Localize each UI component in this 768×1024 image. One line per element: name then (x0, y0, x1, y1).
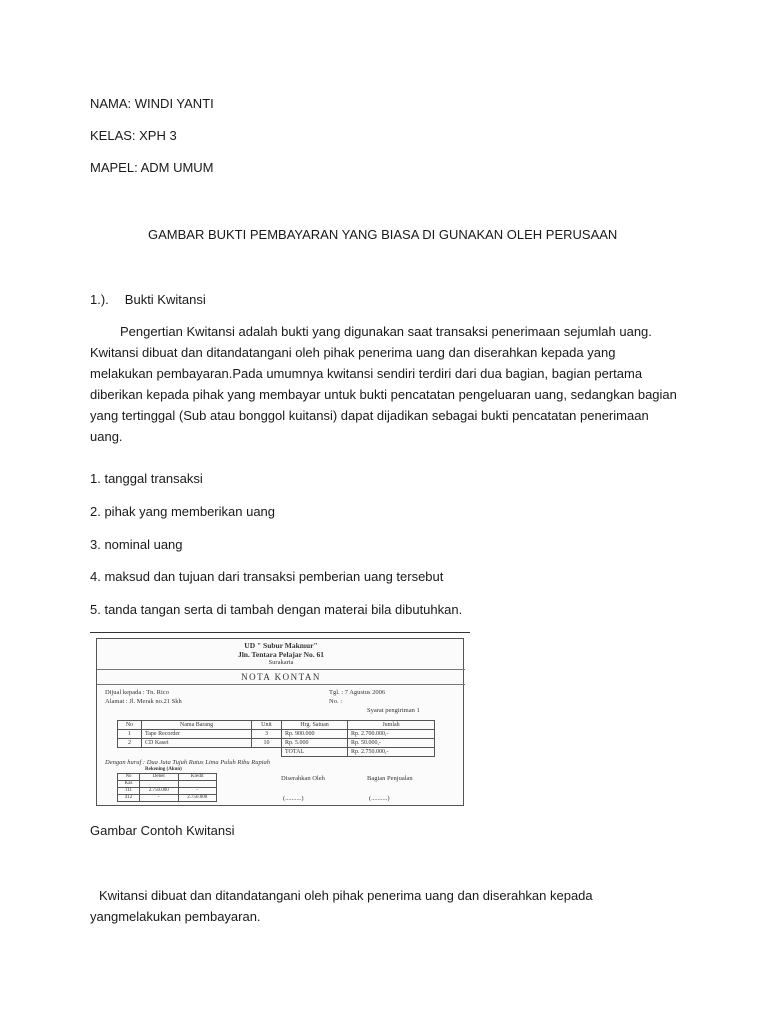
signature-right: (..........) (369, 795, 390, 802)
paragraph-definition: Pengertian Kwitansi adalah bukti yang digunakan saat transaksi penerimaan sejumlah uang. Kwitansi dibuat dan ditandatangani oleh pihak penerima uang dan diserahkan kepada yang melakukan pembayaran.Pada umumnya kwitansi sendiri terdiri dari dua bagian, bagian pertama diberikan kepada pihak yang membayar untuk bukti pencatatan pengeluaran uang, sedangkan bagian yang tertinggal (Sub atau bonggol kuitansi) dapat dijadikan sebagai bukti pencatatan penerimaan uang. (90, 324, 677, 444)
divider (90, 632, 470, 633)
receipt-terms: Syarat pengiriman 1 (367, 707, 420, 714)
col-header: No (118, 721, 142, 730)
signature-left: (..........) (283, 795, 304, 802)
table-row: 412 - 2.750.000 (118, 795, 217, 802)
section-heading (90, 290, 206, 309)
col-header: Unit (252, 721, 282, 730)
col-header: Hrg. Satuan (282, 721, 348, 730)
receipt-number: No. : (329, 698, 342, 705)
student-name: NAMA: WINDI YANTI (90, 96, 214, 111)
figure-caption: Gambar Contoh Kwitansi (90, 823, 235, 838)
section-number: 1.). (90, 292, 109, 307)
total-label: TOTAL (282, 748, 348, 757)
divider (97, 684, 465, 685)
receipt-address: Alamat : Jl. Merak no.21 Skh (105, 698, 182, 705)
table-total-row (118, 748, 435, 757)
receipt-items-table (117, 720, 435, 757)
table-row: 2 CD Kaset 10 Rp. 5.000 Rp. 50.000,- (118, 739, 435, 748)
sales-department: Bagian Penjualan (367, 775, 413, 782)
table-header-row (118, 721, 435, 730)
table-header-row: No Debet Kredit (118, 774, 217, 781)
student-class: KELAS: XPH 3 (90, 128, 177, 143)
document-title: GAMBAR BUKTI PEMBAYARAN YANG BIASA DI GUNAKAN OLEH PERUSAAN (148, 227, 618, 242)
receipt-image (90, 632, 470, 810)
divider (97, 669, 465, 670)
handed-over-by: Diserahkan Oleh (281, 775, 325, 782)
table-row: Kas (118, 781, 217, 788)
col-header: Nama Barang (142, 721, 252, 730)
receipt-city: Surakarta (268, 659, 294, 666)
table-row: 111 2.750.000 - (118, 788, 217, 795)
list-item: 3. nominal uang (90, 537, 183, 552)
mini-table-title: Rekening (Akun) (145, 767, 182, 772)
receipt-street: Jln. Tentara Pelajar No. 61 (237, 650, 325, 659)
receipt-frame (96, 638, 464, 806)
receipt-date: Tgl. : 7 Agustus 2006 (329, 689, 386, 696)
table-row: 1 Tape Recorder 3 Rp. 900.000 Rp. 2.700.000,- (118, 730, 435, 739)
section-title: Bukti Kwitansi (124, 292, 206, 307)
list-item: 1. tanggal transaksi (90, 471, 203, 486)
list-item: 4. maksud dan tujuan dari transaksi pemberian uang tersebut (90, 569, 444, 584)
col-header: Jumlah (348, 721, 435, 730)
receipt-buyer: Dijual kepada : Tn. Rico (105, 689, 169, 696)
list-item: 2. pihak yang memberikan uang (90, 504, 276, 519)
receipt-company: UD " Subur Makmur" (244, 641, 318, 650)
list-item: 5. tanda tangan serta di tambah dengan materai bila dibutuhkan. (90, 602, 463, 617)
total-value: Rp. 2.750.000,- (348, 748, 435, 757)
receipt-title: NOTA KONTAN (241, 672, 321, 682)
receipt-account-table (117, 773, 217, 802)
subject: MAPEL: ADM UMUM (90, 160, 214, 175)
paragraph-closing: Kwitansi dibuat dan ditandatangani oleh pihak penerima uang dan diserahkan kepada yangmelakukan pembayaran. (90, 888, 593, 924)
receipt-amount-words: Dengan huruf : Dua Juta Tujuh Ratus Lima Puluh Ribu Rupiah (105, 759, 271, 766)
